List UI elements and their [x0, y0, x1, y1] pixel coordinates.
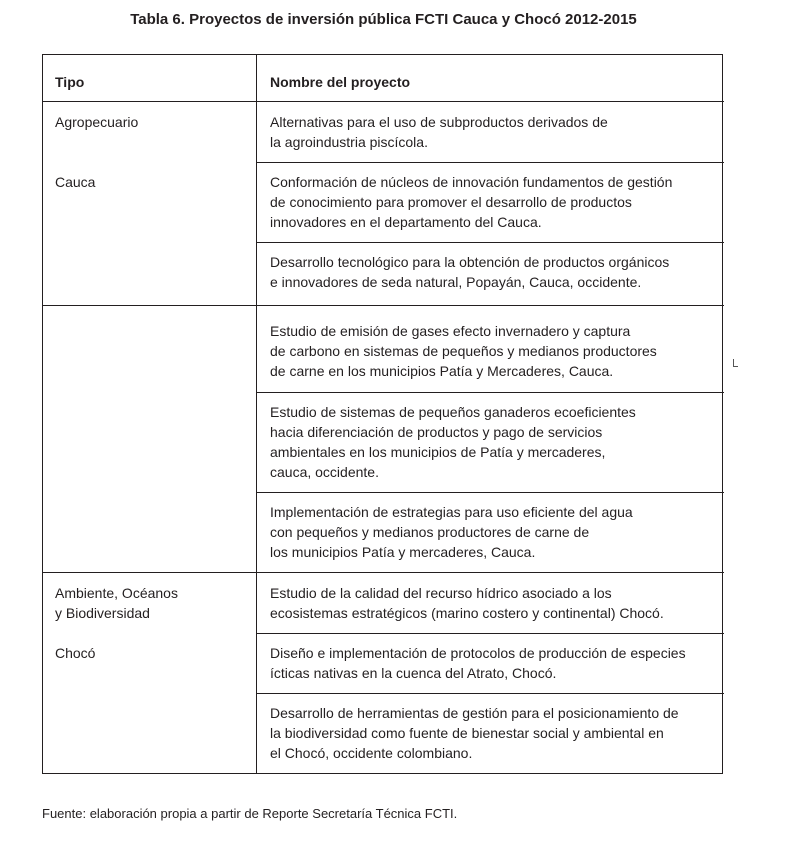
project-name: Diseño e implementación de protocolos de producción de especies ícticas nativas en la cuenca del Atrato, Chocó.	[270, 645, 686, 681]
row-rule	[256, 162, 724, 163]
tipo-ambiente: Ambiente, Océanos y Biodiversidad	[55, 585, 178, 621]
tipo-choco: Chocó	[55, 645, 96, 661]
group-rule	[43, 305, 724, 306]
project-name: Estudio de emisión de gases efecto invernadero y captura de carbono en sistemas de pequeños y medianos productores de carne en los municipios Patía y Mercaderes, Cauca.	[270, 323, 657, 379]
project-name: Desarrollo tecnológico para la obtención de productos orgánicos e innovadores de seda natural, Popayán, Cauca, occidente.	[270, 254, 670, 290]
row-rule	[256, 392, 724, 393]
tipo-cauca: Cauca	[55, 174, 96, 190]
row-rule	[256, 633, 724, 634]
row-rule	[256, 242, 724, 243]
tipo-agropecuario: Agropecuario	[55, 114, 139, 130]
project-name: Alternativas para el uso de subproductos derivados de la agroindustria piscícola.	[270, 114, 608, 150]
project-name: Estudio de la calidad del recurso hídrico asociado a los ecosistemas estratégicos (marino costero y continental) Chocó.	[270, 585, 664, 621]
project-name: Conformación de núcleos de innovación fundamentos de gestión de conocimiento para promover el desarrollo de productos innovadores en el departamento del Cauca.	[270, 174, 673, 230]
group-rule	[43, 572, 724, 573]
row-rule	[256, 693, 724, 694]
row-rule	[256, 492, 724, 493]
header-tipo: Tipo	[55, 74, 85, 90]
table-title: Tabla 6. Proyectos de inversión pública FCTI Cauca y Chocó 2012-2015	[130, 11, 637, 28]
projects-table	[42, 54, 723, 774]
header-rule	[43, 101, 724, 102]
margin-mark	[733, 359, 738, 367]
project-name: Estudio de sistemas de pequeños ganaderos ecoeficientes hacia diferenciación de productos y pago de servicios ambientales en los municipios de Patía y mercaderes, cauca, occidente.	[270, 404, 636, 480]
project-name: Implementación de estrategias para uso eficiente del agua con pequeños y medianos productores de carne de los municipios Patía y mercaderes, Cauca.	[270, 504, 633, 560]
project-name: Desarrollo de herramientas de gestión para el posicionamiento de la biodiversidad como fuente de bienestar social y ambiental en el Chocó, occidente colombiano.	[270, 705, 679, 761]
source-note: Fuente: elaboración propia a partir de Reporte Secretaría Técnica FCTI.	[42, 806, 458, 821]
header-nombre: Nombre del proyecto	[270, 74, 411, 90]
